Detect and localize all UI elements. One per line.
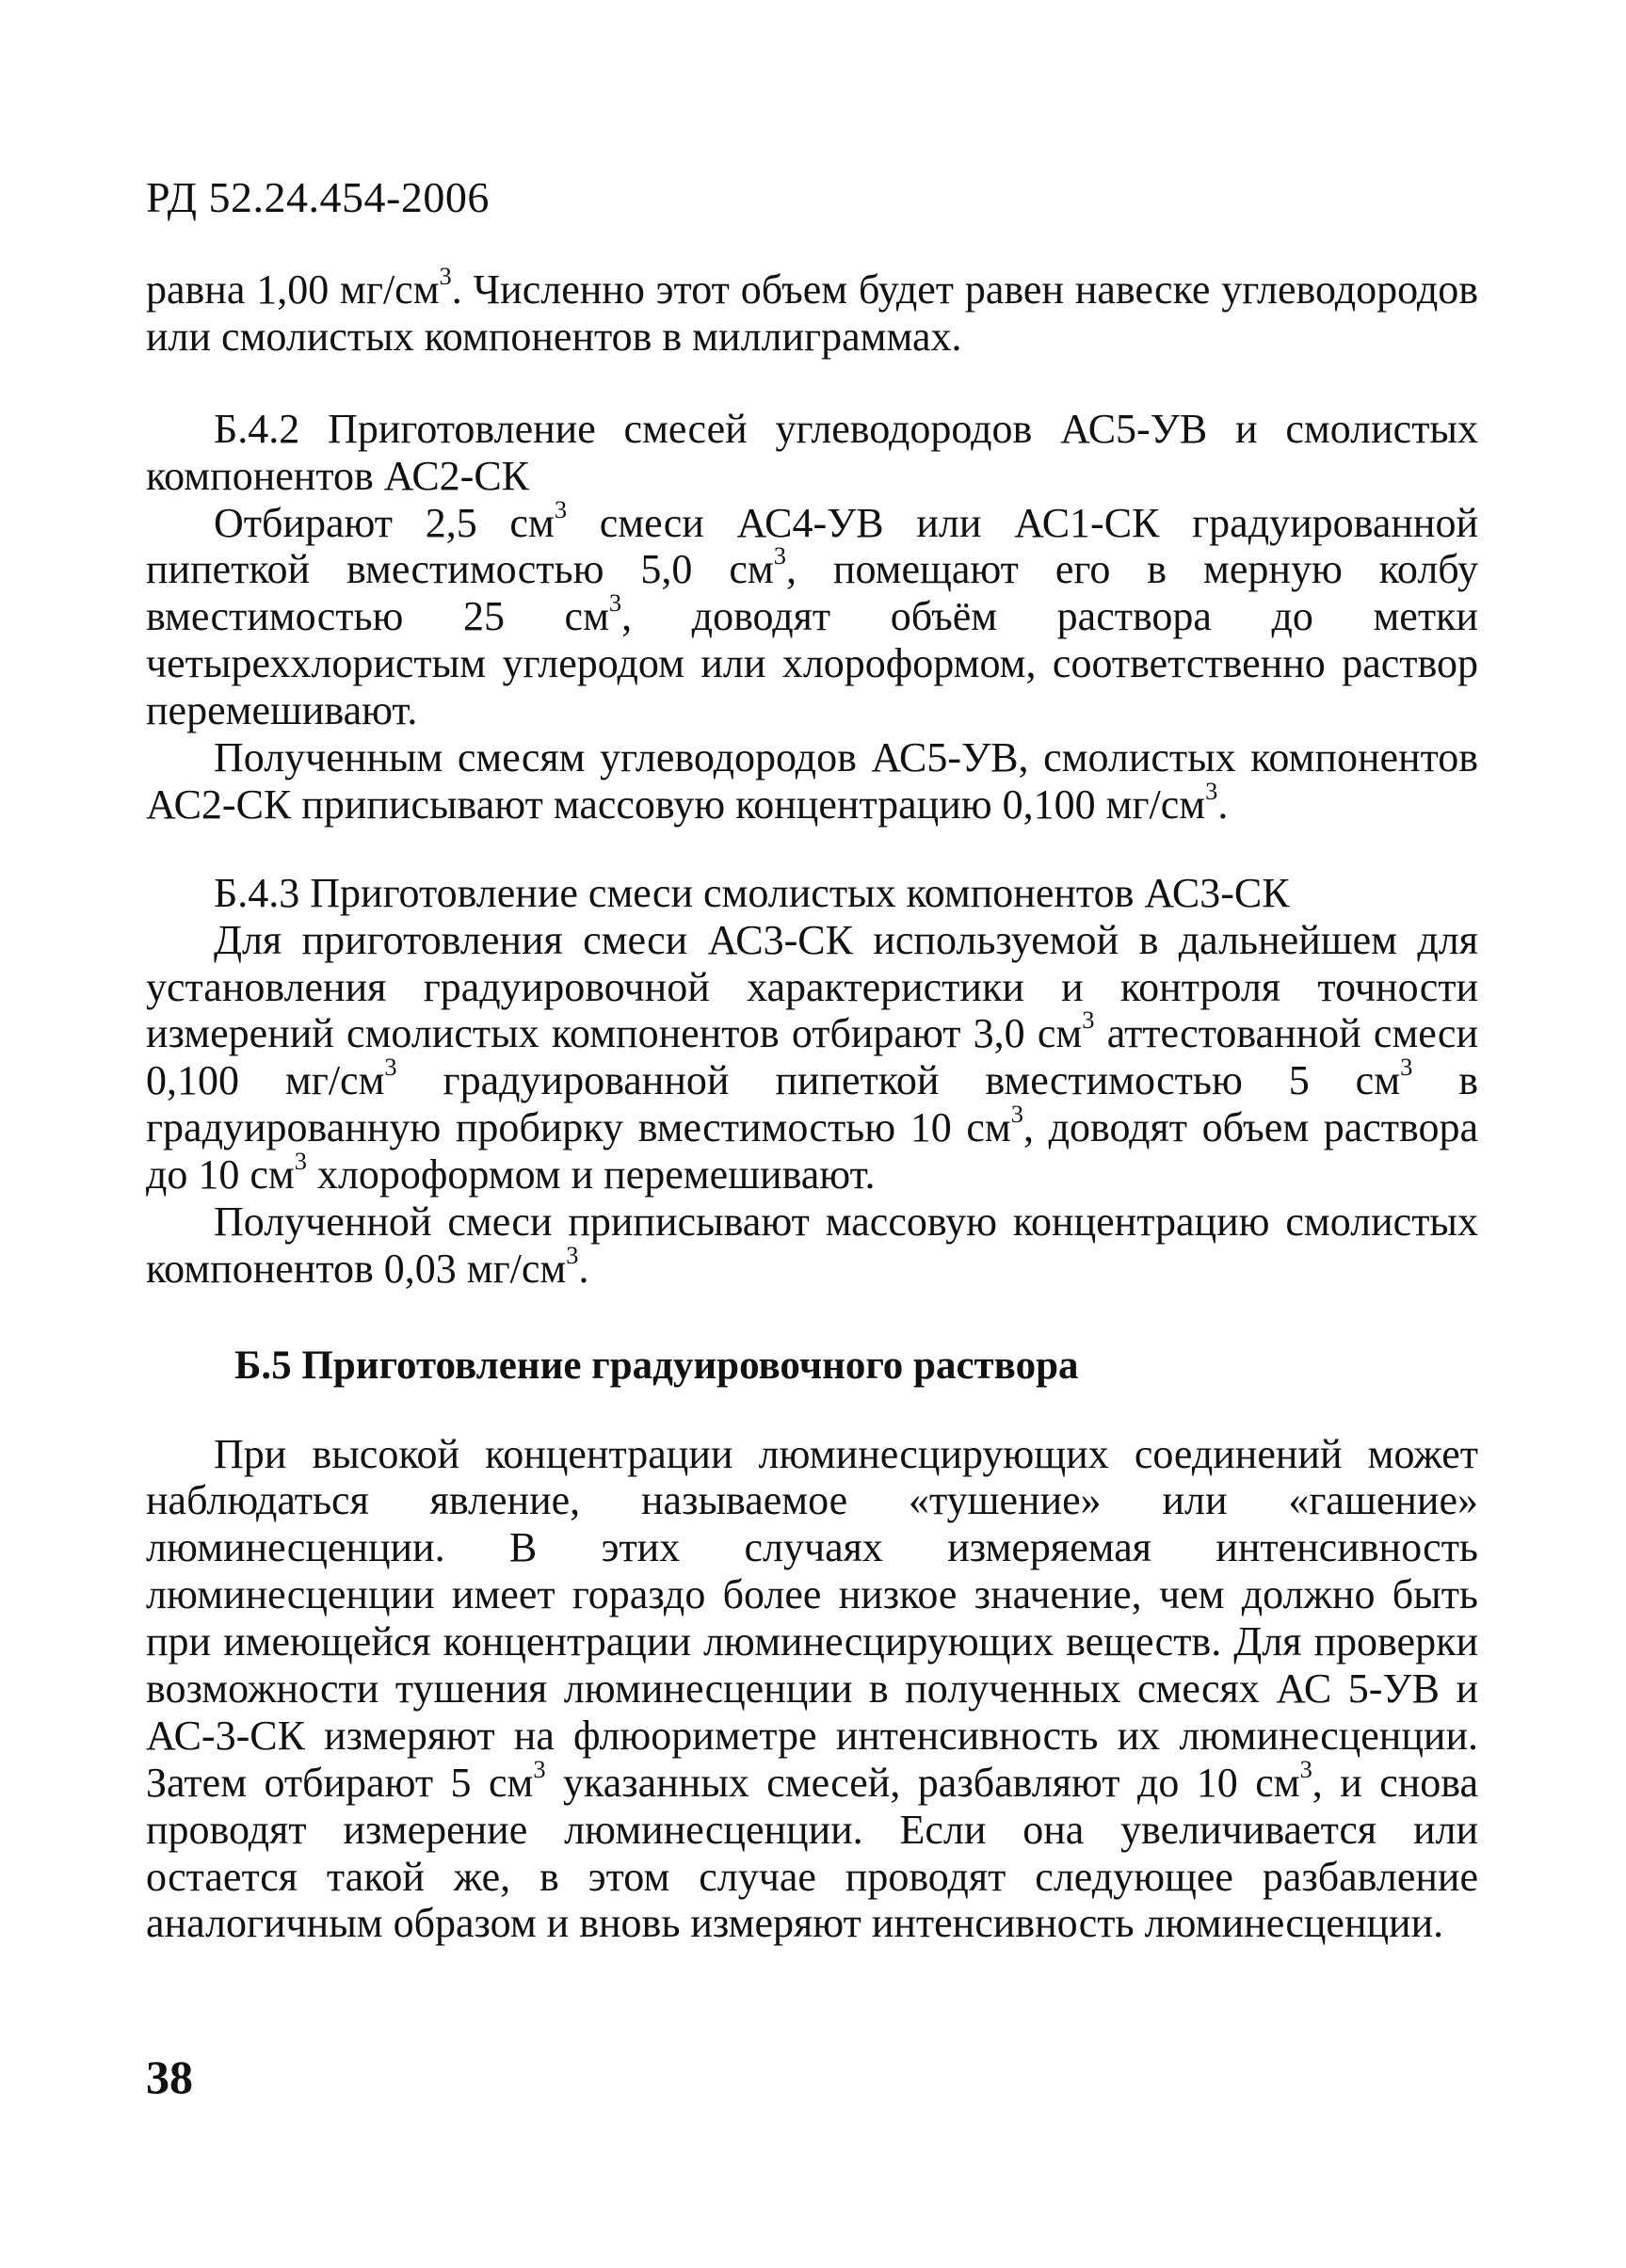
page-number: 38 — [146, 2051, 193, 2103]
section-heading-b43: Б.4.3 Приготовление смеси смолистых компонентов АС3-СК — [214, 869, 1290, 916]
document-code: РД 52.24.454-2006 — [146, 173, 490, 221]
paragraph-continuation: равна 1,00 $мг/см^3$. Численно этот объем будет равен навеске углеводородов или смолистых компонентов в миллиграммах. — [146, 262, 1478, 360]
paragraph-b42-preparation: Отбирают 2,5 $см^3$ смеси АС4-УВ или АС1-СК градуированной пипеткой вместимостью 5,0 $см^3$, помещают его в мерную колбу вместимостью 25 $см^3$, доводят объём раствора до метки четыреххлористым углеродом или хлороформом, соответственно раствор перемешивают. — [146, 494, 1478, 734]
paragraph-b5-quenching: При высокой концентрации люминесцирующих соединений может наблюдаться явление, называемое «тушение» или «гашение» люминесценции. В этих случаях измеряемая интенсивность люминесценции имеет гораздо более низкое значение, чем должно быть при имеющейся концентрации люминесцирующих веществ. Для проверки возможности тушения люминесценции в полученных смесях АС 5-УВ и АС-3-СК измеряют на флюориметре интенсивность их люминесценции. Затем отбирают 5 $см^3$ указанных смесей, разбавляют до 10 $см^3$, и снова проводят измерение люминесценции. Если она увеличивается или остается такой же, в этом случае проводят следующее разбавление аналогичным образом и вновь измеряют интенсивность люминесценции. — [146, 1430, 1478, 1947]
paragraph-b42-concentration: Полученным смесям углеводородов АС5-УВ, смолистых компонентов АС2-СК приписывают массовую концентрацию 0,100 $мг/см^3$. — [146, 734, 1478, 828]
paragraph-b43-concentration: Полученной смеси приписывают массовую концентрацию смолистых компонентов 0,03 $мг/см^3$. — [146, 1198, 1478, 1292]
section-heading-b42: Б.4.2 Приготовление смесей углеводородов АС5-УВ и смолистых компонентов АС2-СК — [146, 405, 1478, 499]
section-heading-b5: Б.5 Приготовление градуировочного раствора — [234, 1343, 1079, 1388]
document-body — [146, 262, 1478, 1947]
paragraph-b43-preparation: Для приготовления смеси АС3-СК используемой в дальнейшем для установления градуировочной характеристики и контроля точности измерений смолистых компонентов отбирают 3,0 $см^3$ аттестованной смеси 0,100 $мг/см^3$ градуированной пипеткой вместимостью 5 $см^3$ в градуированную пробирку вместимостью 10 $см^3$, доводят объем раствора до 10 $см^3$ хлороформом и перемешивают. — [146, 916, 1478, 1198]
